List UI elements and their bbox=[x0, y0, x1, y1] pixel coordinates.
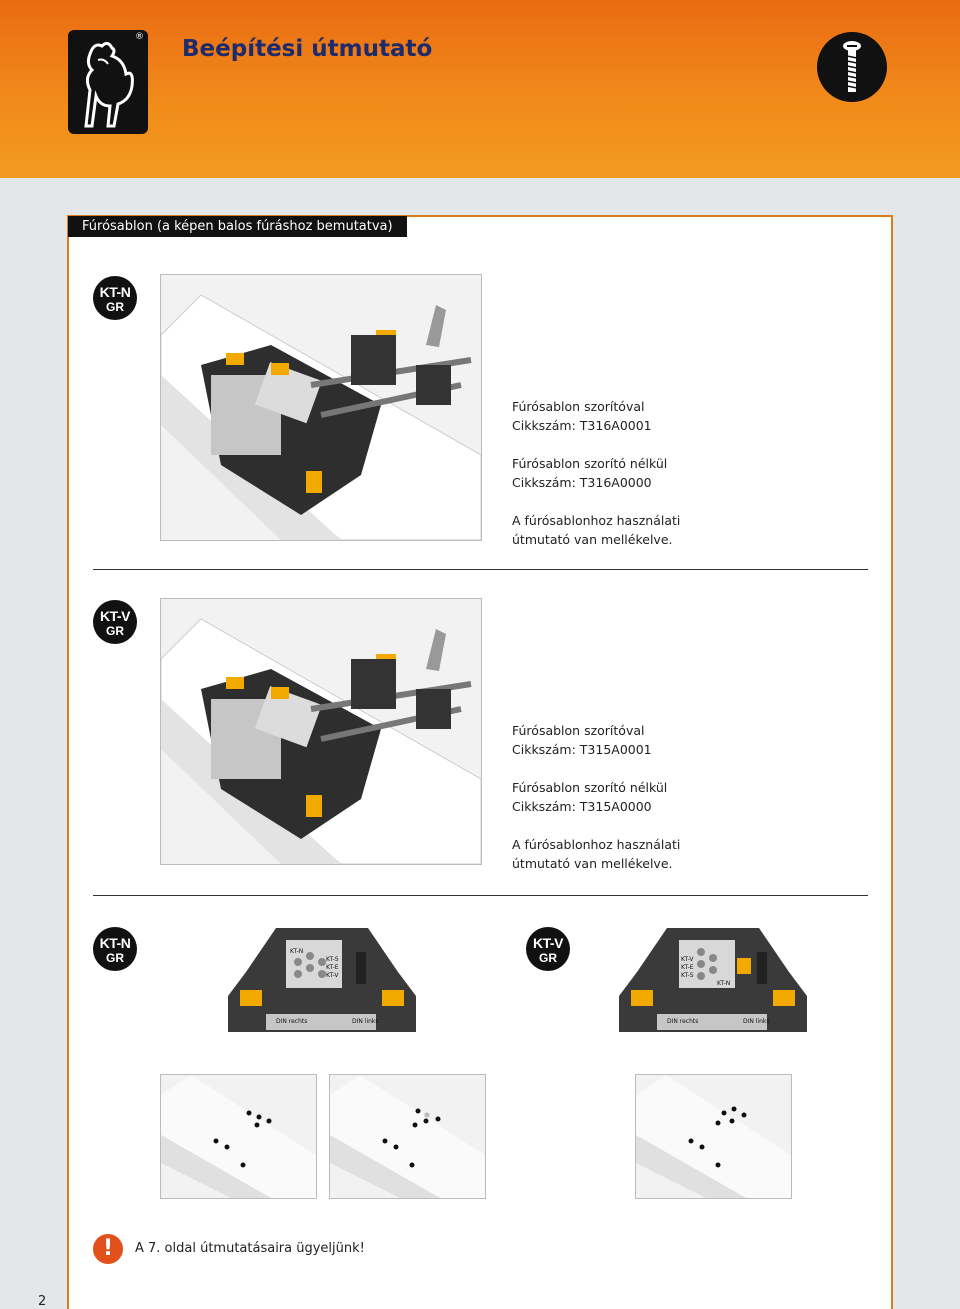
article-prefix: Cikkszám: bbox=[512, 742, 580, 757]
template-label: KT-N bbox=[290, 948, 304, 955]
article-code: T316A0000 bbox=[579, 475, 652, 490]
template-label: KT-V bbox=[326, 972, 339, 979]
page-number: 2 bbox=[38, 1294, 47, 1309]
product-info-2 bbox=[512, 721, 680, 873]
header-banner bbox=[0, 0, 960, 178]
article-prefix: Cikkszám: bbox=[512, 799, 580, 814]
info-line bbox=[512, 797, 680, 816]
template-label-left: DIN rechts bbox=[276, 1018, 308, 1025]
badge-bottom-text: GR bbox=[106, 951, 124, 965]
template-label: KT-N bbox=[717, 980, 731, 987]
registered-mark: ® bbox=[135, 32, 144, 42]
rooster-icon bbox=[68, 30, 148, 134]
template-label-left: DIN rechts bbox=[667, 1018, 699, 1025]
template-label: KT-S bbox=[326, 956, 339, 963]
badge-top-text: KT-V bbox=[100, 608, 130, 624]
template-top-view-1 bbox=[226, 926, 418, 1034]
article-prefix: Cikkszám: bbox=[512, 475, 580, 490]
badge-bottom-text: GR bbox=[539, 951, 557, 965]
info-line: útmutató van mellékelve. bbox=[512, 856, 673, 871]
info-line: A fúrósablonhoz használati bbox=[512, 837, 681, 852]
warning-icon: ! bbox=[93, 1234, 123, 1264]
template-label: KT-V bbox=[681, 956, 694, 963]
info-line bbox=[512, 473, 680, 492]
template-label-right: DIN links bbox=[743, 1018, 770, 1025]
drilling-jig-photo-2 bbox=[160, 598, 482, 865]
info-line: Fúrósablon szorító nélkül bbox=[512, 456, 668, 471]
article-code: T316A0001 bbox=[579, 418, 652, 433]
badge-top-text: KT-V bbox=[533, 935, 563, 951]
badge-top-text: KT-N bbox=[99, 935, 131, 951]
hole-pattern-photo-3 bbox=[635, 1074, 792, 1199]
info-line: útmutató van mellékelve. bbox=[512, 532, 673, 547]
info-line bbox=[512, 416, 680, 435]
note-text: A 7. oldal útmutatásaira ügyeljünk! bbox=[135, 1241, 365, 1256]
template-label: KT-E bbox=[326, 964, 339, 971]
info-line: A fúrósablonhoz használati bbox=[512, 513, 681, 528]
kt-n-gr-badge bbox=[93, 927, 137, 971]
kt-v-gr-badge bbox=[526, 927, 570, 971]
hole-pattern-photo-2 bbox=[329, 1074, 486, 1199]
template-label: KT-S bbox=[681, 972, 694, 979]
divider bbox=[93, 569, 868, 570]
hole-pattern-photo-1 bbox=[160, 1074, 317, 1199]
divider bbox=[93, 895, 868, 896]
badge-bottom-text: GR bbox=[106, 300, 124, 314]
info-line bbox=[512, 740, 680, 759]
info-line: Fúrósablon szorító nélkül bbox=[512, 780, 668, 795]
product-info-1 bbox=[512, 397, 680, 549]
kt-n-gr-badge bbox=[93, 276, 137, 320]
template-label: KT-E bbox=[681, 964, 694, 971]
article-prefix: Cikkszám: bbox=[512, 418, 580, 433]
badge-top-text: KT-N bbox=[99, 284, 131, 300]
template-top-view-2 bbox=[617, 926, 809, 1034]
brand-logo bbox=[68, 30, 148, 134]
article-code: T315A0000 bbox=[579, 799, 652, 814]
badge-bottom-text: GR bbox=[106, 624, 124, 638]
info-line: Fúrósablon szorítóval bbox=[512, 399, 645, 414]
page-title: Beépítési útmutató bbox=[182, 36, 433, 62]
template-label-right: DIN links bbox=[352, 1018, 379, 1025]
drilling-jig-photo-1 bbox=[160, 274, 482, 541]
screw-icon bbox=[817, 32, 887, 102]
section-label: Fúrósablon (a képen balos fúráshoz bemutatva) bbox=[68, 216, 407, 237]
info-line: Fúrósablon szorítóval bbox=[512, 723, 645, 738]
kt-v-gr-badge bbox=[93, 600, 137, 644]
article-code: T315A0001 bbox=[579, 742, 652, 757]
